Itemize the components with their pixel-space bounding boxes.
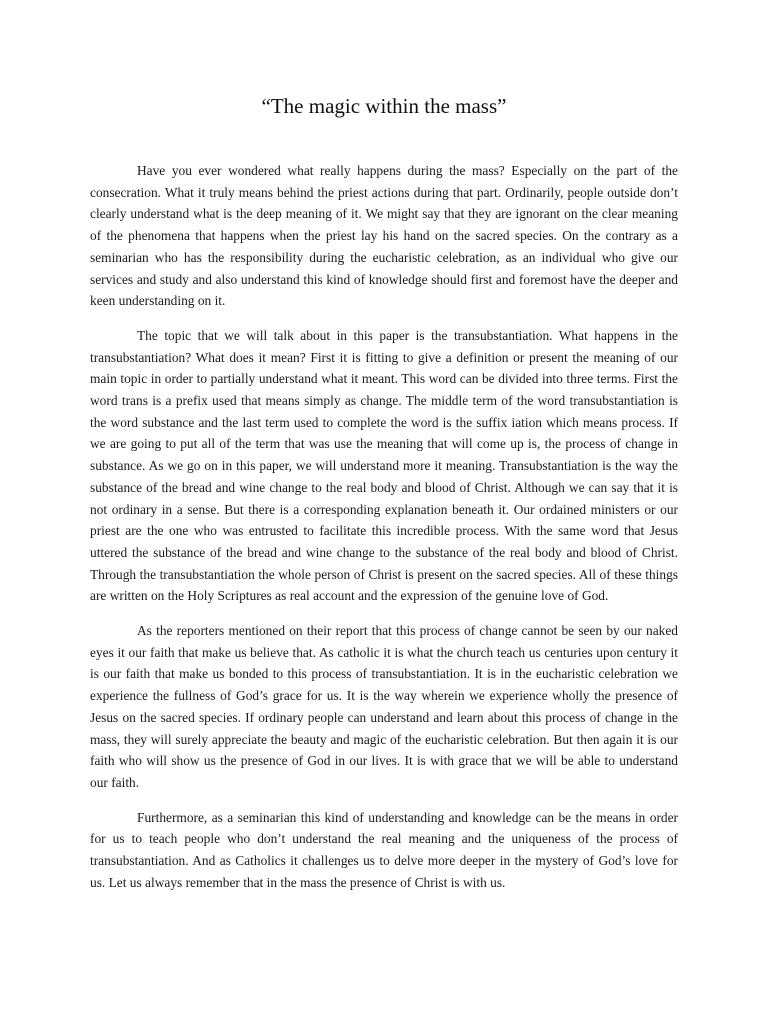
paragraph-transubstantiation-definition: The topic that we will talk about in this paper is the transubstantiation. What happens in the transubstantiation? What does it mean? First it is fitting to give a definition or present the meaning of our main topic in order to partially understand what it meant. This word can be divided into three terms. First the word trans is a prefix used that means simply as change. The middle term of the word transubstantiation is the word substance and the last term used to complete the word is the suffix iation which means process. If we are going to put all of the term that was use the meaning that will come up is, the process of change in substance. As we go on in this paper, we will understand more it meaning. Transubstantiation is the way the substance of the bread and wine change to the real body and blood of Christ. Although we can say that it is not ordinary in a sense. But there is a corresponding explanation beneath it. Our ordained ministers or our priest are the one who was entrusted to facilitate this incredible process. With the same word that Jesus uttered the substance of the bread and wine change to the substance of the real body and blood of Christ. Through the transubstantiation the whole person of Christ is present on the sacred species. All of these things are written on the Holy Scriptures as real account and the expression of the genuine love of God. [90, 327, 678, 604]
document-body [90, 160, 678, 907]
paragraph-faith: As the reporters mentioned on their report that this process of change cannot be seen by our naked eyes it our faith that make us believe that. As catholic it is what the church teach us centuries upon century it is our faith that make us bonded to this process of transubstantiation. It is in the eucharistic celebration we experience the fullness of God’s grace for us. It is the way wherein we experience wholly the presence of Jesus on the sacred species. If ordinary people can understand and learn about this process of change in the mass, they will surely appreciate the beauty and magic of the eucharistic celebration. But then again it is our faith who will show us the presence of God in our lives. It is with grace that we will be able to understand our faith. [90, 623, 678, 790]
paragraph-intro: Have you ever wondered what really happens during the mass? Especially on the part of the consecration. What it truly means behind the priest actions during that part. Ordinarily, people outside don’t clearly understand what is the deep meaning of it. We might say that they are ignorant on the clear meaning of the phenomena that happens when the priest lay his hand on the sacred species. On the contrary as a seminarian who has the responsibility during the eucharistic celebration, as an individual who give our services and study and also understand this kind of knowledge should first and foremost have the deeper and keen understanding on it. [90, 163, 678, 309]
paragraph-conclusion: Furthermore, as a seminarian this kind of understanding and knowledge can be the means in order for us to teach people who don’t understand the real meaning and the uniqueness of the process of transubstantiation. And as Catholics it challenges us to delve more deeper in the mystery of God’s love for us. Let us always remember that in the mass the presence of Christ is with us. [90, 809, 678, 890]
document-title: “The magic within the mass” [261, 94, 507, 118]
